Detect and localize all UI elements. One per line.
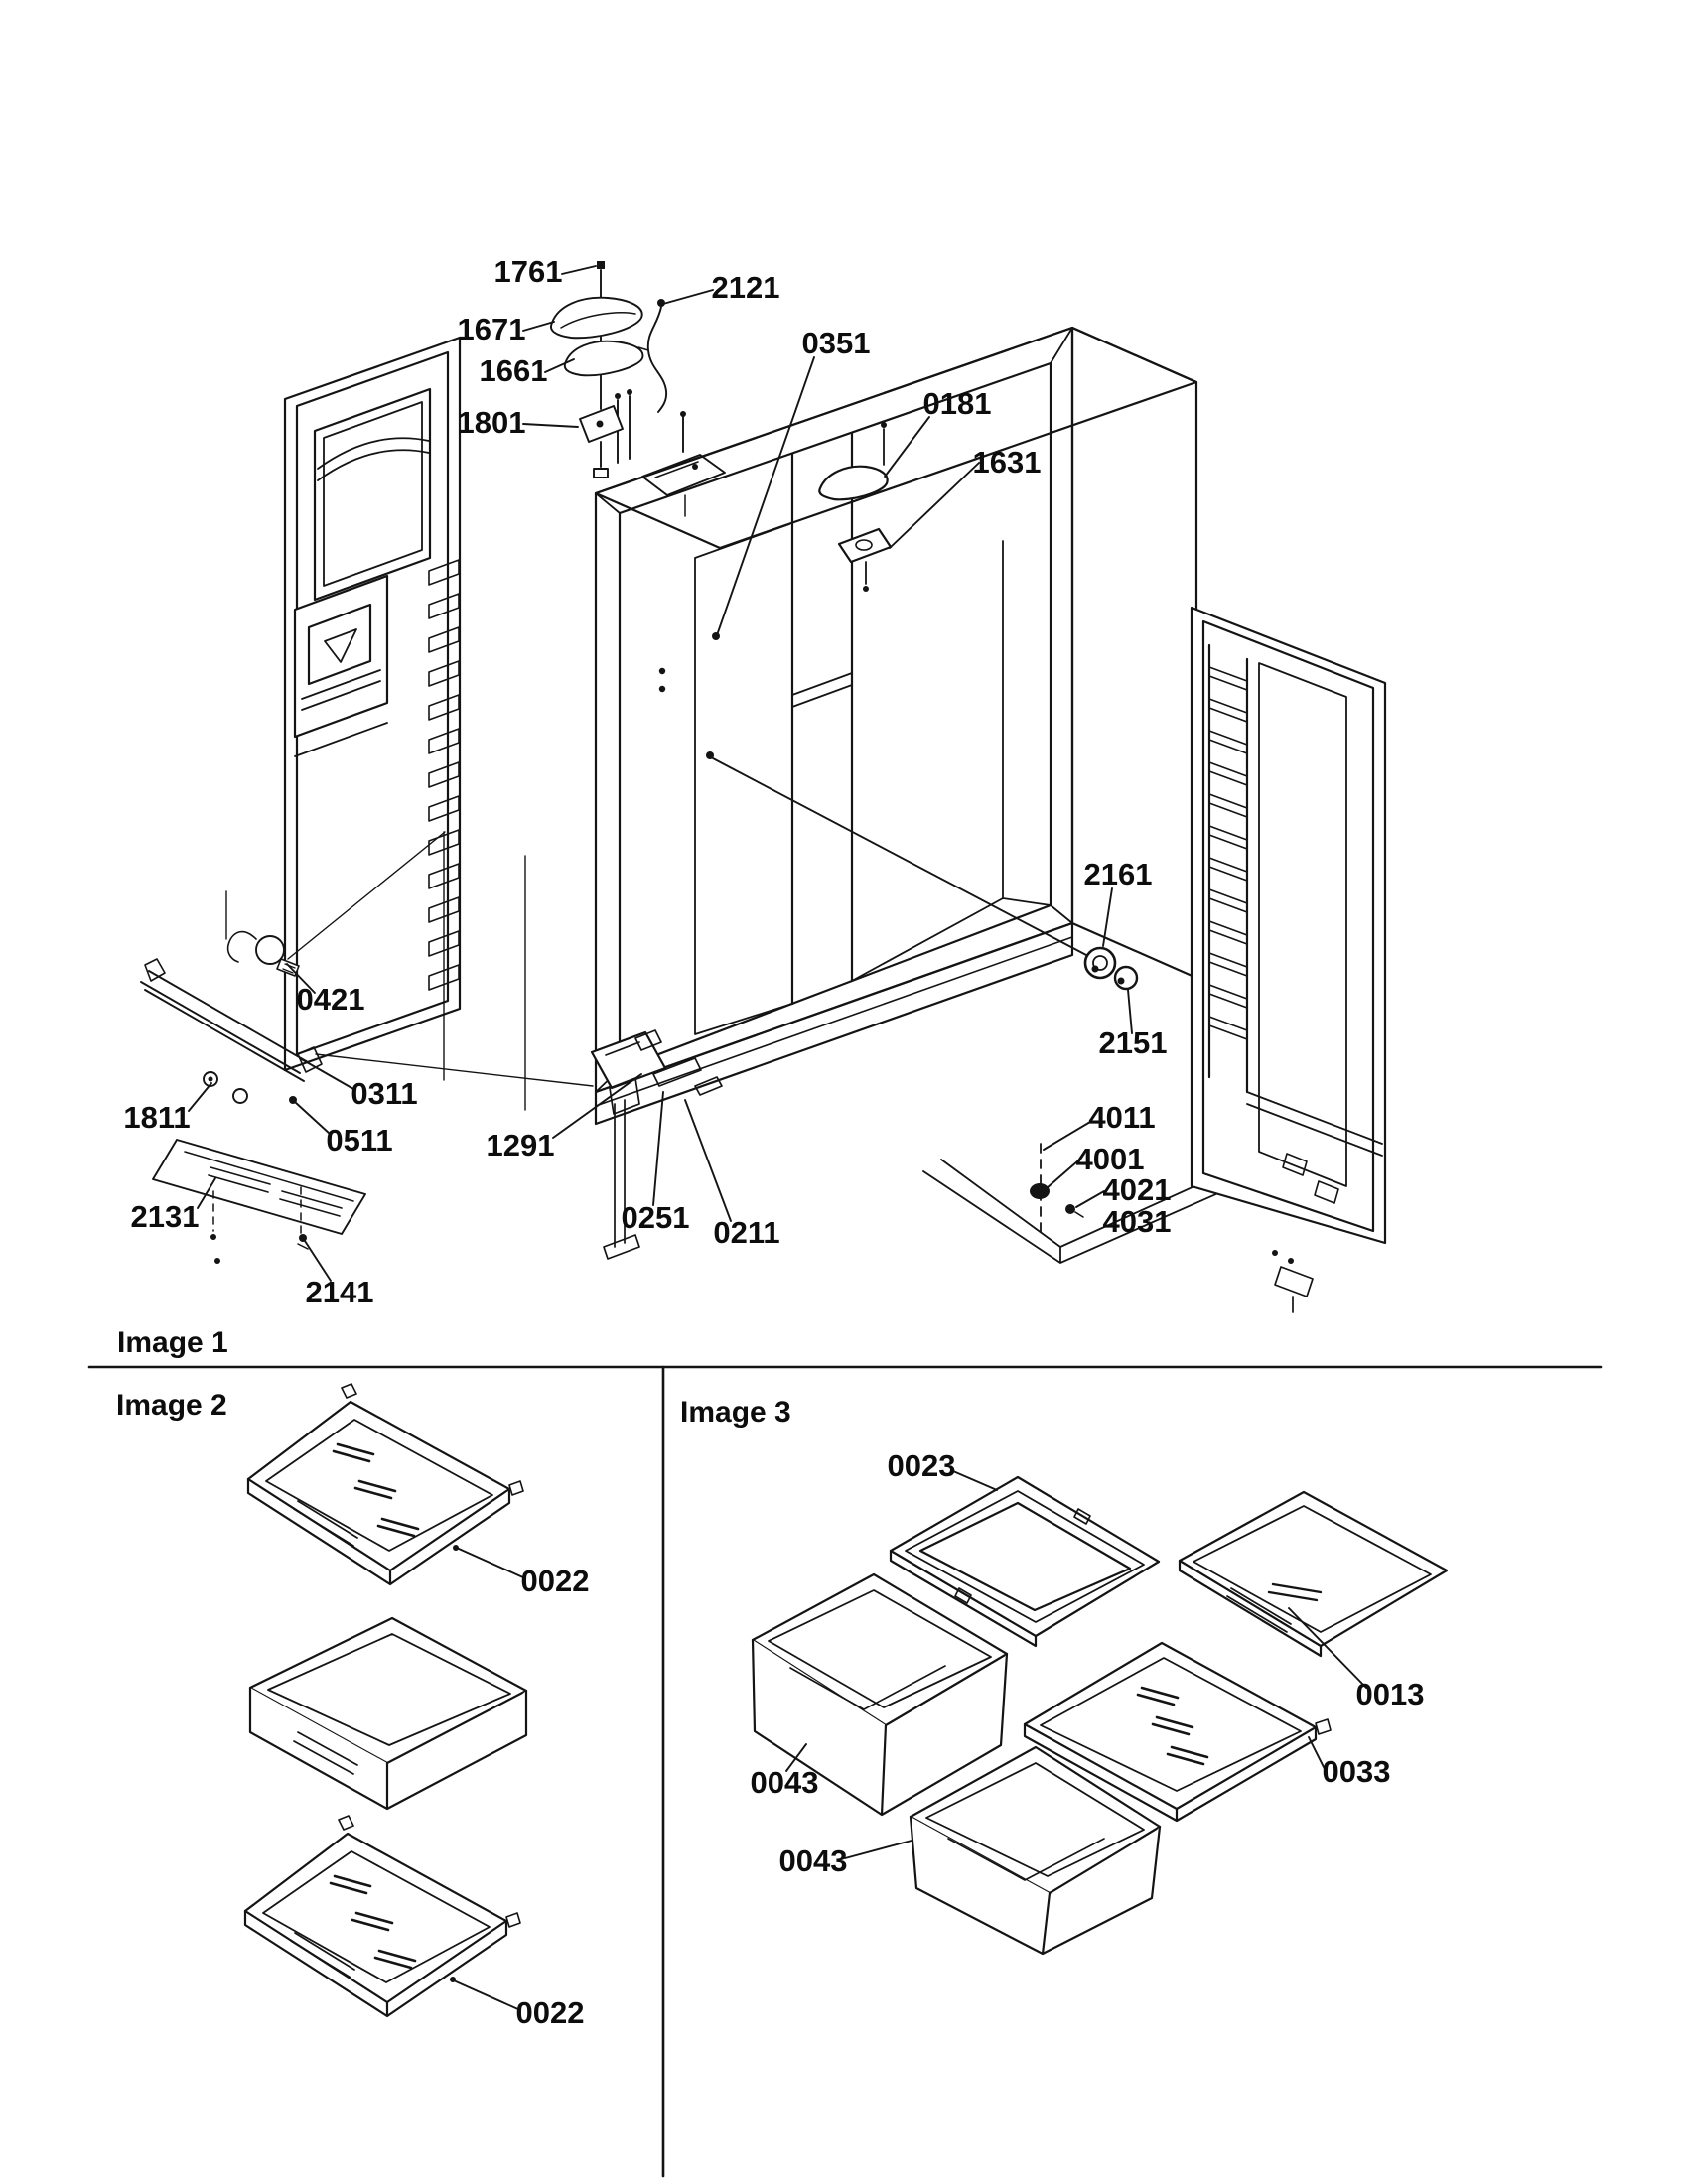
hinge-pin-top [597, 261, 605, 269]
callout-2131: 2131 [130, 1199, 200, 1234]
callout-0251: 0251 [621, 1200, 690, 1235]
callout-0351: 0351 [801, 326, 871, 360]
callout-0311: 0311 [351, 1076, 418, 1111]
callout-0181: 0181 [922, 386, 992, 421]
washer-center [209, 1077, 213, 1082]
callout-0043-lower: 0043 [778, 1843, 848, 1878]
callout-target-dot [453, 1545, 459, 1551]
callout-1811: 1811 [123, 1100, 191, 1135]
callout-0013: 0013 [1355, 1677, 1425, 1711]
bracket-hole [597, 421, 604, 428]
screw-dot [627, 389, 632, 395]
callout-0211: 0211 [713, 1215, 780, 1250]
grommet-2161 [1085, 948, 1115, 978]
freezer-door [285, 338, 460, 1070]
hinge-dot [1272, 1250, 1278, 1256]
callout-2141: 2141 [305, 1275, 374, 1309]
callout-0421: 0421 [296, 982, 365, 1017]
callout-1671: 1671 [457, 312, 526, 346]
screw-dot [214, 1258, 220, 1264]
section-label-image3: Image 3 [680, 1396, 791, 1429]
image2-shelves [245, 1384, 526, 2016]
callout-0511: 0511 [326, 1123, 393, 1158]
plug-2151 [1115, 967, 1137, 989]
hinge-dot [1288, 1258, 1294, 1264]
stud-dot [863, 586, 869, 592]
grommet-dot [1092, 966, 1099, 973]
section-label-image2: Image 2 [116, 1389, 227, 1422]
callout-0022-upper: 0022 [520, 1564, 590, 1598]
callout-1661: 1661 [479, 353, 548, 388]
pin-dot [680, 411, 686, 417]
callout-1291: 1291 [486, 1128, 555, 1162]
callout-2161: 2161 [1083, 857, 1153, 891]
callout-4031: 4031 [1102, 1204, 1172, 1239]
hole-0351 [712, 632, 720, 640]
callout-4021: 4021 [1102, 1172, 1172, 1207]
callout-1761: 1761 [493, 254, 563, 289]
roller-4001 [1030, 1183, 1050, 1199]
light-bulb [256, 936, 284, 964]
section-label-image1: Image 1 [117, 1326, 228, 1359]
screw-dot [615, 393, 621, 399]
callout-0033: 0033 [1322, 1754, 1391, 1789]
screw-dot [881, 422, 887, 428]
screw-dot [210, 1234, 216, 1240]
hinge-plate-hole [692, 464, 698, 470]
callout-1631: 1631 [972, 445, 1042, 479]
plug-dot [1118, 978, 1125, 985]
callout-0022-lower: 0022 [515, 1995, 585, 2030]
callout-2151: 2151 [1098, 1025, 1168, 1060]
callout-0023: 0023 [887, 1448, 956, 1483]
screw-hole-dot [659, 686, 665, 692]
callout-4001: 4001 [1075, 1142, 1145, 1176]
callout-4011: 4011 [1088, 1100, 1156, 1135]
callout-2121: 2121 [711, 270, 780, 305]
screw-4021 [1065, 1204, 1075, 1214]
screw-hole-dot [659, 668, 665, 674]
callout-0043-upper: 0043 [750, 1765, 819, 1800]
callout-1801: 1801 [457, 405, 526, 440]
